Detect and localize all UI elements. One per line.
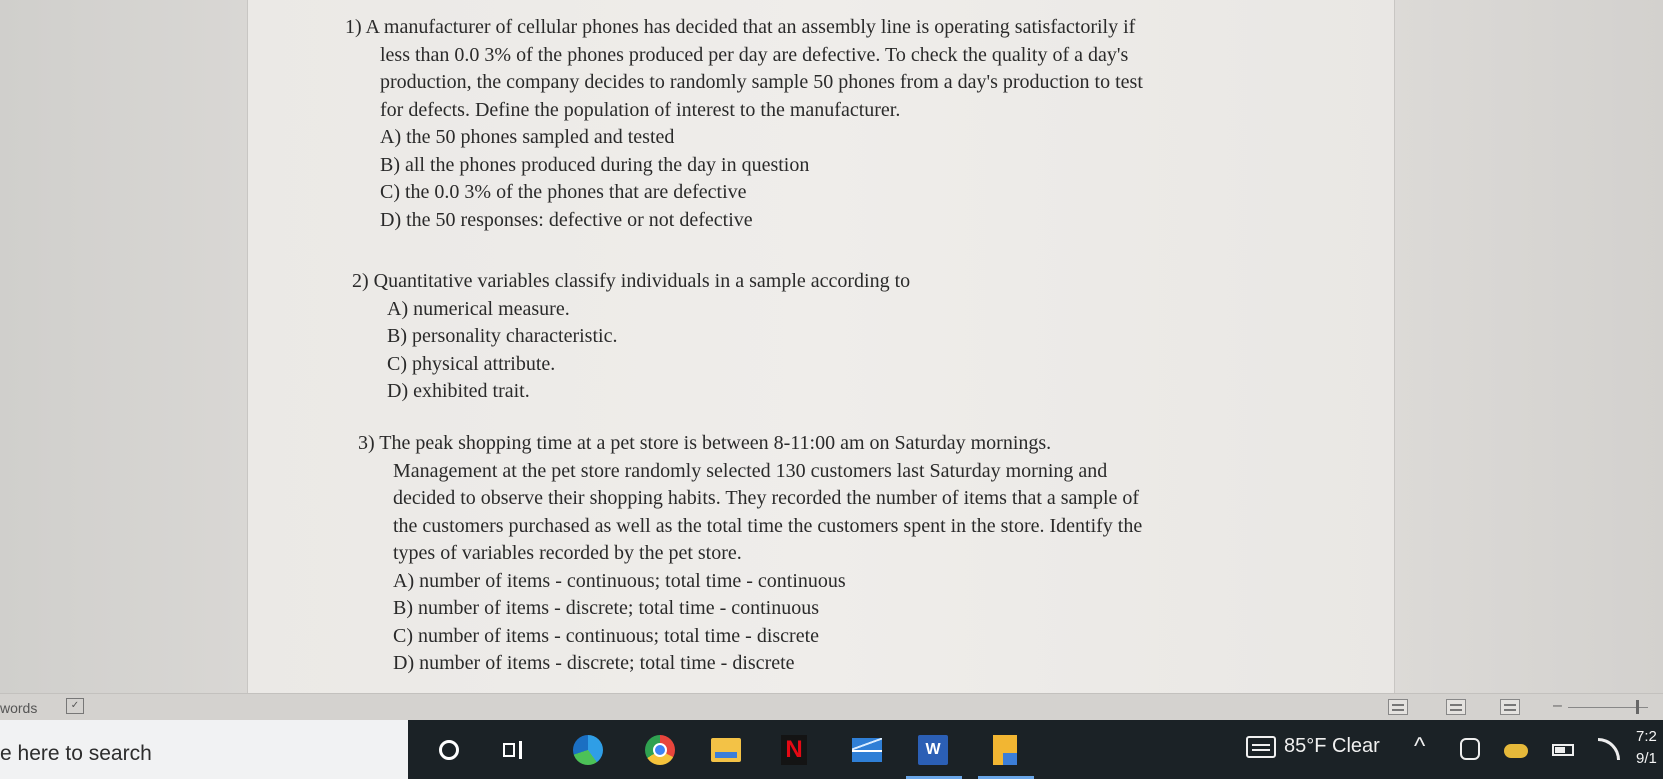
document-page[interactable] (247, 0, 1395, 693)
option-a: A) the 50 phones sampled and tested (380, 126, 675, 148)
question-1 (345, 14, 1143, 234)
wifi-icon[interactable] (1598, 738, 1620, 760)
question-3 (358, 430, 1142, 678)
option-b: B) personality characteristic. (387, 325, 618, 347)
option-a: A) number of items - continuous; total time - continuous (393, 569, 846, 592)
web-layout-icon[interactable] (1500, 699, 1520, 715)
cortana-icon[interactable] (434, 735, 464, 765)
word-letter: W (918, 735, 948, 765)
netflix-letter: N (781, 735, 807, 765)
option-d: D) exhibited trait. (387, 380, 530, 402)
taskbar-search-box[interactable] (0, 720, 408, 779)
battery-icon[interactable] (1552, 744, 1574, 756)
weather-icon (1246, 736, 1276, 758)
option-c: C) physical attribute. (387, 352, 556, 375)
option-d: D) the 50 responses: defective or not defective (380, 208, 753, 231)
option-b: B) all the phones produced during the day in question (380, 153, 810, 176)
clock-date: 9/1 (1636, 750, 1657, 767)
zoom-slider-thumb[interactable] (1636, 700, 1639, 714)
option-b: B) number of items - discrete; total time - continuous (393, 597, 820, 619)
weather-text: 85°F Clear (1284, 735, 1380, 757)
question-stem-line: the customers purchased as well as the total time the customers spent in the store. Identify the (393, 514, 1143, 537)
edge-icon[interactable] (573, 735, 603, 765)
question-stem-line: types of variables recorded by the pet store. (393, 542, 742, 564)
chrome-icon[interactable] (645, 735, 675, 765)
clock-time: 7:2 (1636, 728, 1657, 745)
print-layout-icon[interactable] (1446, 699, 1466, 715)
question-stem-line: Management at the pet store randomly selected 130 customers last Saturday morning and (393, 459, 1108, 482)
meet-now-icon[interactable] (1460, 738, 1480, 760)
read-mode-icon[interactable] (1388, 699, 1408, 715)
option-c: C) number of items - continuous; total time - discrete (393, 624, 820, 647)
mail-icon[interactable] (852, 735, 882, 765)
question-stem-line: 3) The peak shopping time at a pet store is between 8-11:00 am on Saturday mornings. (358, 432, 1052, 454)
question-stem-line: less than 0.0 3% of the phones produced per day are defective. To check the quality of a day's (380, 43, 1129, 66)
chevron-up-icon[interactable]: ^ (1414, 733, 1426, 760)
zoom-out-button[interactable]: – (1553, 697, 1562, 714)
question-stem-line: 1) A manufacturer of cellular phones has decided that an assembly line is operating satisfactorily if (345, 16, 1136, 38)
app-icon[interactable] (990, 735, 1020, 765)
option-d: D) number of items - discrete; total time - discrete (393, 652, 795, 674)
taskbar (0, 720, 1663, 779)
question-stem-line: for defects. Define the population of interest to the manufacturer. (380, 98, 901, 121)
clock[interactable] (1636, 726, 1657, 770)
proofing-icon[interactable]: ✓ (66, 698, 84, 714)
word-icon[interactable] (918, 735, 948, 765)
question-stem-line: decided to observe their shopping habits. They recorded the number of items that a sample of (393, 487, 1140, 509)
status-bar (0, 693, 1663, 721)
weather-widget[interactable] (1246, 735, 1380, 758)
search-placeholder: e here to search (0, 742, 152, 765)
task-view-icon[interactable] (497, 735, 527, 765)
option-a: A) numerical measure. (387, 297, 570, 320)
file-explorer-icon[interactable] (711, 735, 741, 765)
question-stem-line: production, the company decides to randomly sample 50 phones from a day's production to test (380, 71, 1143, 93)
question-stem-line: 2) Quantitative variables classify individuals in a sample according to (352, 270, 911, 292)
netflix-icon[interactable] (779, 735, 809, 765)
word-count[interactable]: words (0, 700, 38, 716)
onedrive-icon[interactable] (1504, 744, 1528, 758)
question-2 (352, 268, 910, 406)
option-c: C) the 0.0 3% of the phones that are defective (380, 181, 747, 203)
